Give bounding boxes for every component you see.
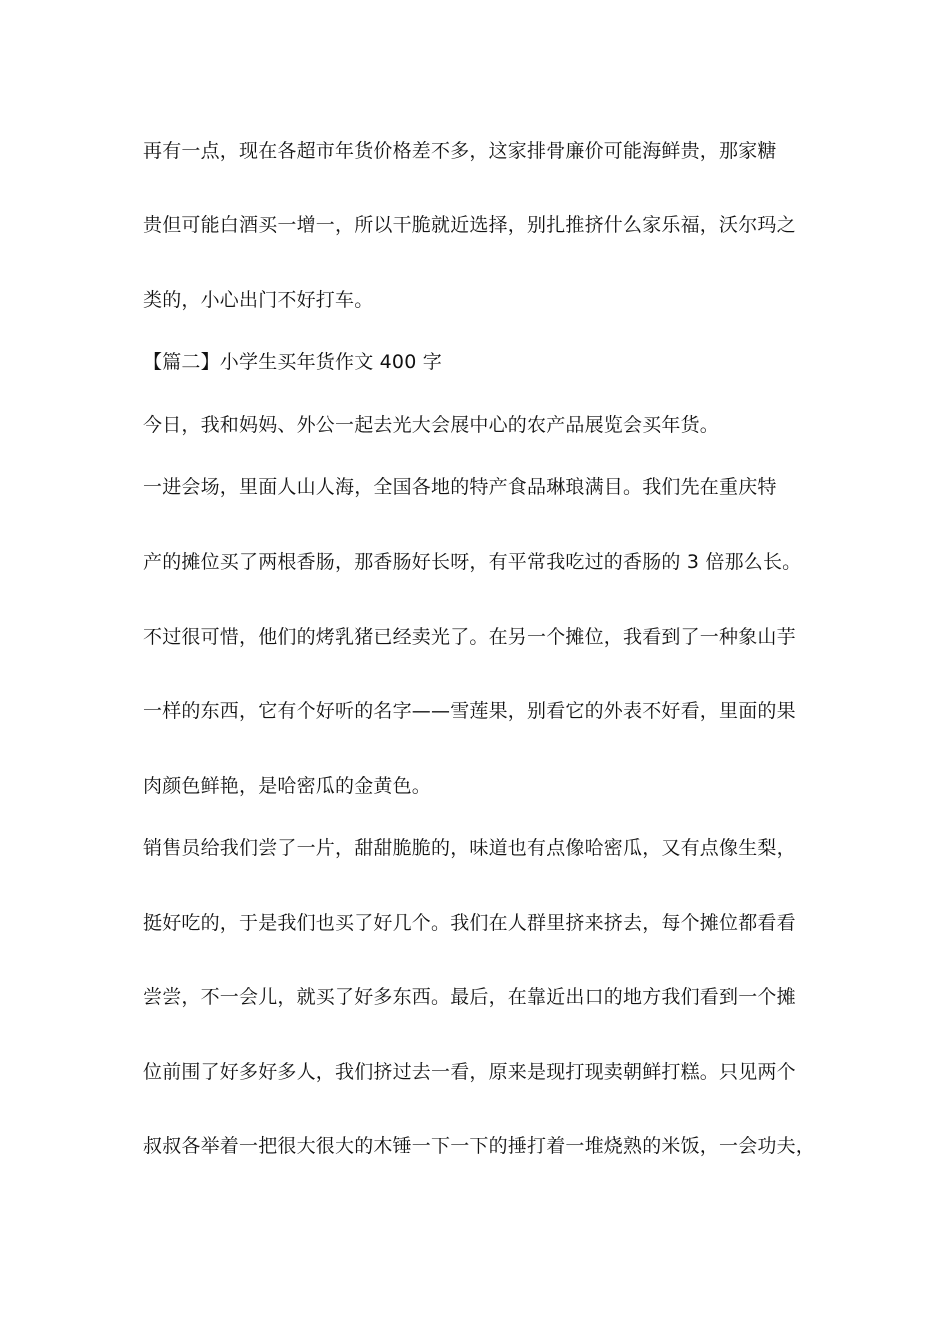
paragraph-line: 位前围了好多好多人，我们挤过去一看，原来是现打现卖朝鲜打糕。只见两个	[143, 1061, 796, 1083]
paragraph-line: 挺好吃的，于是我们也买了好几个。我们在人群里挤来挤去，每个摊位都看看	[143, 912, 796, 934]
paragraph-line: 尝尝，不一会儿，就买了好多东西。最后，在靠近出口的地方我们看到一个摊	[143, 986, 796, 1008]
paragraph-line: 叔叔各举着一把很大很大的木锤一下一下的捶打着一堆烧熟的米饭，一会功夫，	[143, 1135, 816, 1157]
paragraph-line: 不过很可惜，他们的烤乳猪已经卖光了。在另一个摊位，我看到了一种象山芋	[143, 626, 796, 648]
paragraph-line: 一进会场，里面人山人海，全国各地的特产食品琳琅满目。我们先在重庆特	[143, 476, 777, 498]
section-heading: 【篇二】小学生买年货作文 400 字	[143, 351, 442, 373]
paragraph-line: 一样的东西，它有个好听的名字——雪莲果，别看它的外表不好看，里面的果	[143, 700, 796, 722]
paragraph-line: 贵但可能白酒买一增一，所以干脆就近选择，别扎推挤什么家乐福，沃尔玛之	[143, 214, 796, 236]
paragraph-line: 类的，小心出门不好打车。	[143, 289, 374, 311]
paragraph-line: 再有一点，现在各超市年货价格差不多，这家排骨廉价可能海鲜贵，那家糖	[143, 140, 777, 162]
paragraph-line: 肉颜色鲜艳，是哈密瓜的金黄色。	[143, 775, 432, 797]
paragraph-line: 产的摊位买了两根香肠，那香肠好长呀，有平常我吃过的香肠的 3 倍那么长。	[143, 551, 802, 573]
paragraph-line: 今日，我和妈妈、外公一起去光大会展中心的农产品展览会买年货。	[143, 414, 720, 436]
paragraph-line: 销售员给我们尝了一片，甜甜脆脆的，味道也有点像哈密瓜，又有点像生梨，	[143, 837, 796, 859]
